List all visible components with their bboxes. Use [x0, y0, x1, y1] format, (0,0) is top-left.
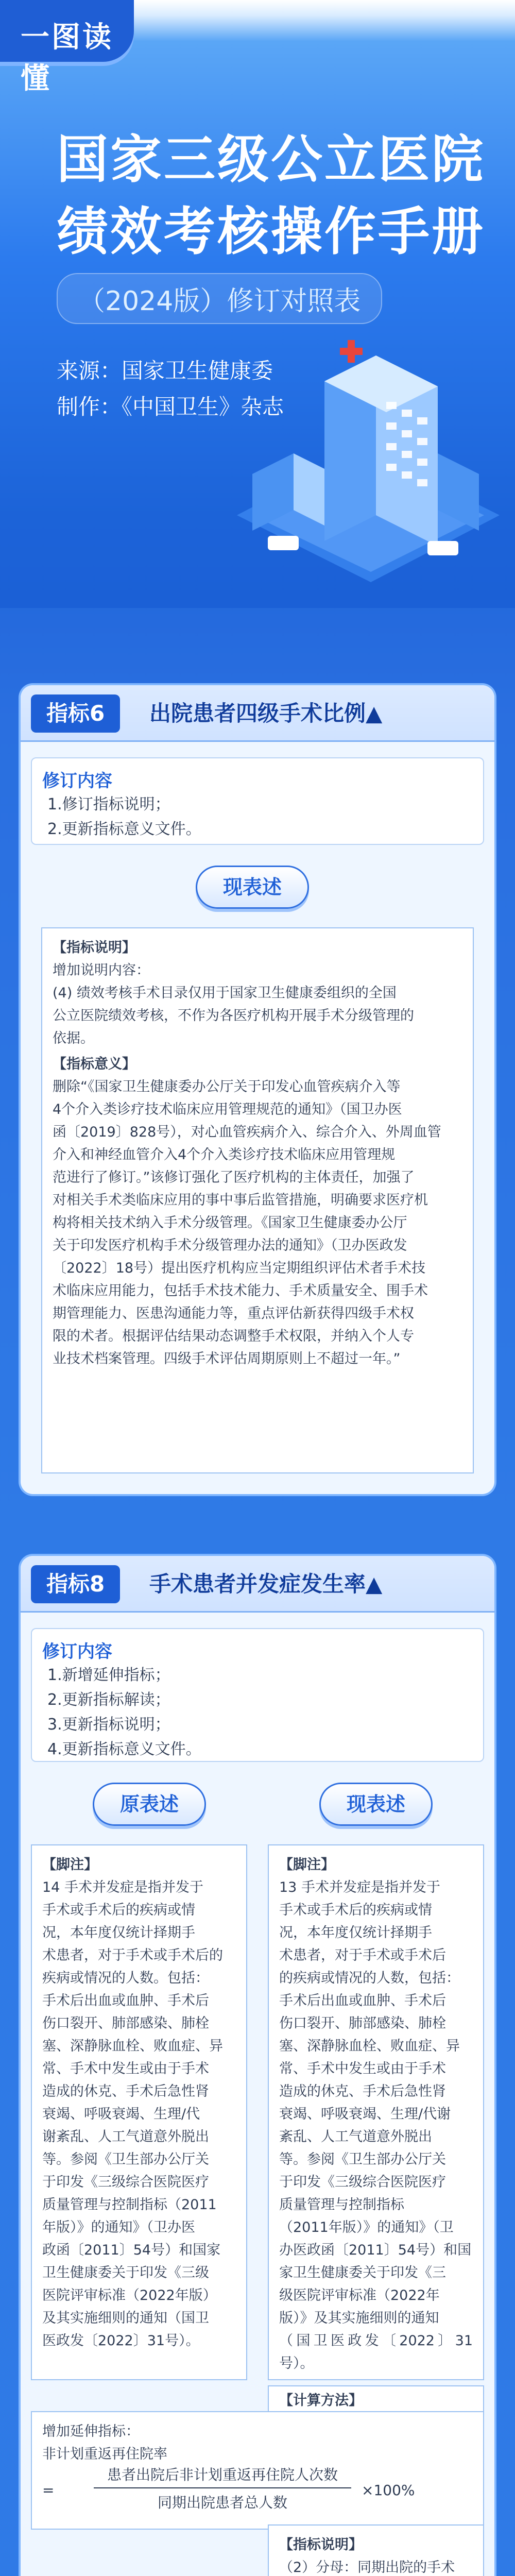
- revision-item: 1.修订指标说明；: [47, 795, 170, 814]
- desc-line: （2）分母：同期出院的手术: [279, 2560, 455, 2575]
- footnote-line: 的疾病或情况的人数，包括：: [279, 1970, 460, 1986]
- footnote-line: 术患者，对于手术或手术后: [279, 1947, 446, 1963]
- section-8-title: 手术患者并发症发生率▲: [149, 1571, 383, 1597]
- footnote-line: 塞、深静脉血栓、败血症、异: [42, 2038, 223, 2054]
- title-line-1: 国家三级公立医院: [57, 129, 485, 190]
- footnote-line: 造成的休克、手术后急性肾: [42, 2083, 209, 2099]
- revision-item: 2.更新指标意义文件。: [47, 820, 201, 838]
- sig-line: 限的术者。根据评估结果动态调整手术权限，并纳入个人专: [53, 1328, 414, 1344]
- footnote-line: 卫生健康委关于印发《三级: [42, 2265, 209, 2281]
- desc-line: 依据。: [53, 1030, 94, 1046]
- sig-title: 【指标意义】: [53, 1056, 136, 1072]
- footnote-line: 于印发《三级综合医院医疗: [42, 2174, 209, 2190]
- revision-heading: 修订内容: [42, 1641, 112, 1662]
- footnote-line: 级医院评审标准（2022年: [279, 2287, 440, 2303]
- formula-numerator: 患者出院后非计划重返再住院人次数: [107, 2466, 338, 2483]
- footnote-line: 及其实施细则的通知（国卫: [42, 2310, 209, 2326]
- footnote-line: 常、手术中发生或由于手术: [42, 2061, 209, 2077]
- footnote-line: 医政发〔2022〕31号）。: [42, 2333, 200, 2349]
- footnote-line: 术患者，对于手术或手术后的: [42, 1947, 223, 1963]
- footnote-line: 手术或手术后的疾病或情: [42, 1902, 195, 1918]
- footnote-line: 紊乱、人工气道意外脱出: [279, 2129, 432, 2145]
- revision-item: 4.更新指标意义文件。: [47, 1740, 201, 1758]
- footnote-line: 手术或手术后的疾病或情: [279, 1902, 432, 1918]
- footnote-line: 医院评审标准（2022年版）: [42, 2287, 217, 2303]
- header-banner: [0, 0, 515, 608]
- original-version-pill: 原表述: [93, 1783, 206, 1826]
- calc-intro: 非计划重返再住院率: [42, 2446, 167, 2462]
- footnote-line: 办医政函〔2011〕54号）和国: [279, 2242, 472, 2258]
- current-footnote: [268, 1844, 484, 2380]
- footnote-line: 衰竭、呼吸衰竭、生理/代: [42, 2106, 200, 2122]
- hospital-illustration: [221, 319, 510, 587]
- formula-bar: [94, 2487, 351, 2488]
- sig-line: 4个介入类诊疗技术临床应用管理规范的通知》（国卫办医: [53, 1101, 402, 1117]
- source-line: 来源：国家卫生健康委: [57, 358, 273, 383]
- footnote-line: 14 手术并发症是指并发于: [42, 1879, 203, 1895]
- sig-line: 〔2022〕18号）提出医疗机构应当定期组织评估术者手术技: [53, 1260, 426, 1276]
- sig-line: 期管理能力、医患沟通能力等，重点评估新获得四级手术权: [53, 1306, 414, 1321]
- header-tag: [0, 0, 134, 95]
- calc-intro: 增加延伸指标：: [42, 2424, 140, 2439]
- footnote-title: 【脚注】: [42, 1857, 98, 1873]
- section-indicator-8: [21, 1556, 494, 2576]
- formula-box: [31, 2411, 484, 2530]
- footnote-line: 手术后出血或血肿、手术后: [279, 1993, 446, 2009]
- desc-title: 【指标说明】: [279, 2537, 363, 2553]
- revision-item: 1.新增延伸指标；: [47, 1666, 170, 1684]
- footnote-line: 况，本年度仅统计择期手: [42, 1925, 195, 1941]
- desc-title: 【指标说明】: [53, 940, 136, 956]
- producer-line: 制作：《中国卫生》杂志: [57, 394, 284, 419]
- revision-item: 3.更新指标说明；: [47, 1716, 170, 1734]
- section-8-revisions: [31, 1628, 484, 1762]
- footnote-line: 塞、深静脉血栓、败血症、异: [279, 2038, 460, 2054]
- section-indicator-6: [21, 685, 494, 1494]
- section-6-title: 出院患者四级手术比例▲: [149, 701, 383, 726]
- footnote-title: 【脚注】: [279, 1857, 335, 1873]
- section-6-tag: 指标6: [31, 694, 120, 733]
- sig-line: 范进行了修订。”该修订强化了医疗机构的主体责任，加强了: [53, 1170, 415, 1185]
- footnote-line: 等。参阅《卫生部办公厅关: [42, 2151, 209, 2167]
- footnote-line: 常、手术中发生或由于手术: [279, 2061, 446, 2077]
- section-6-header: [21, 685, 494, 742]
- formula-times: ×100%: [362, 2482, 415, 2499]
- sig-line: 介入和神经血管介入4个介入类诊疗技术临床应用管理规: [53, 1147, 396, 1163]
- footnote-line: 质量管理与控制指标（2011: [42, 2197, 217, 2213]
- footnote-line: 于印发《三级综合医院医疗: [279, 2174, 446, 2190]
- revision-list: [47, 792, 201, 842]
- revision-list: [47, 1663, 201, 1762]
- footnote-line: 政函〔2011〕54号）和国家: [42, 2242, 221, 2258]
- desc-line: (4) 绩效考核手术目录仅用于国家卫生健康委组织的全国: [53, 985, 397, 1001]
- footnote-line: 手术后出血或血肿、手术后: [42, 1993, 209, 2009]
- sig-line: 删除“《国家卫生健康委办公厅关于印发心血管疾病介入等: [53, 1079, 401, 1095]
- formula-denominator: 同期出院患者总人数: [157, 2494, 287, 2511]
- calc-title: 【计算方法】: [279, 2393, 363, 2409]
- sig-line: 术临床应用能力，包括手术技术能力、手术质量安全、围手术: [53, 1283, 428, 1299]
- current-version-pill: 现表述: [319, 1783, 433, 1826]
- section-6-revisions: [31, 757, 484, 845]
- subtitle: （2024版）修订对照表: [57, 273, 382, 324]
- sig-line: 构将相关技术纳入手术分级管理。《国家卫生健康委办公厅: [53, 1215, 407, 1231]
- desc-line: 公立医院绩效考核，不作为各医疗机构开展手术分级管理的: [53, 1008, 414, 1024]
- footnote-line: 疾病或情况的人数。包括：: [42, 1970, 209, 1986]
- footnote-line: 伤口裂开、肺部感染、肺栓: [279, 2015, 446, 2031]
- title-line-2: 绩效考核操作手册: [57, 201, 485, 262]
- current-version-pill: 现表述: [196, 866, 309, 909]
- section-8-tag: 指标8: [31, 1565, 120, 1603]
- revision-item: 2.更新指标解读；: [47, 1691, 170, 1709]
- page-title: [57, 124, 485, 268]
- sig-line: 关于印发医疗机构手术分级管理办法的通知》（卫办医政发: [53, 1238, 407, 1253]
- footnote-line: 13 手术并发症是指并发于: [279, 1879, 440, 1895]
- sig-line: 函〔2019〕828号），对心血管疾病介入、综合介入、外周血管: [53, 1124, 441, 1140]
- sig-line: 对相关手术类临床应用的事中事后监管措施，明确要求医疗机: [53, 1192, 428, 1208]
- formula-eq: =: [42, 2482, 55, 2499]
- footnote-line: （国卫医政发〔2022〕31号）。: [279, 2333, 473, 2371]
- footnote-line: 家卫生健康委关于印发《三: [279, 2265, 446, 2281]
- footnote-line: 伤口裂开、肺部感染、肺栓: [42, 2015, 209, 2031]
- footnote-line: 况，本年度仅统计择期手: [279, 1925, 432, 1941]
- sig-line: 业技术档案管理。四级手术评估周期原则上不超过一年。”: [53, 1351, 401, 1367]
- current-desc: [268, 2524, 484, 2576]
- footnote-line: 等。参阅《卫生部办公厅关: [279, 2151, 446, 2167]
- footnote-line: 谢紊乱、人工气道意外脱出: [42, 2129, 209, 2145]
- original-footnote: [31, 1844, 247, 2380]
- header-tag-text: 一图读懂: [21, 21, 113, 95]
- footnote-line: 造成的休克、手术后急性肾: [279, 2083, 446, 2099]
- section-6-current-text: [41, 927, 474, 1473]
- footnote-line: 质量管理与控制指标: [279, 2197, 404, 2213]
- desc-line: 增加说明内容：: [53, 962, 150, 978]
- section-8-header: [21, 1556, 494, 1613]
- footnote-line: 版）》及其实施细则的通知: [279, 2310, 439, 2326]
- revision-heading: 修订内容: [42, 771, 112, 791]
- footnote-line: 衰竭、呼吸衰竭、生理/代谢: [279, 2106, 451, 2122]
- footnote-line: （2011年版）》的通知》（卫: [279, 2219, 454, 2235]
- footnote-line: 年版）》的通知》（卫办医: [42, 2219, 195, 2235]
